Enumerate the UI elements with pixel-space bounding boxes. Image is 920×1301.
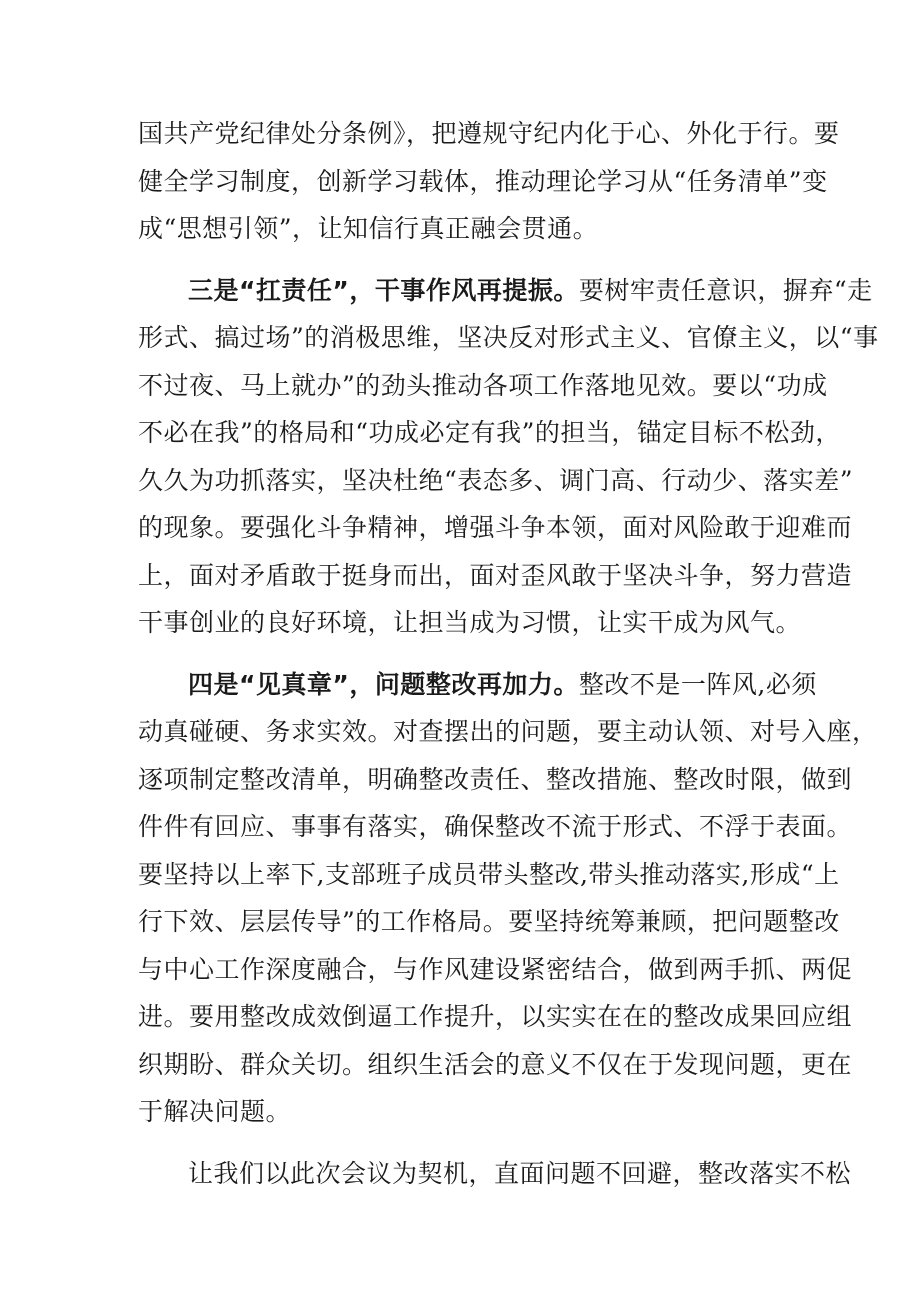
- paragraph-2-heading: 三是“扛责任”，干事作风再提振。: [188, 275, 579, 305]
- paragraph-3-line-4: 件件有回应、事事有落实，确保整改不流于形式、不浮于表面。: [138, 812, 853, 841]
- paragraph-3-line-10: 于解决问题。: [138, 1097, 292, 1126]
- paragraph-3-first-line-rest: 整改不是一阵风,必须: [578, 669, 817, 699]
- paragraph-2-line-1: [138, 267, 873, 315]
- paragraph-3-line-1: [138, 661, 817, 709]
- paragraph-3-heading: 四是“见真章”，问题整改再加力。: [188, 669, 579, 699]
- paragraph-2-first-line-rest: 要树牢责任意识，摒弃“走: [578, 275, 873, 305]
- paragraph-gap: [138, 253, 788, 267]
- paragraph-2-line-2: 形式、搞过场”的消极思维，坚决反对形式主义、官僚主义，以“事: [138, 323, 879, 352]
- paragraph-gap: [138, 647, 788, 661]
- paragraph-2-line-3: 不过夜、马上就办”的劲头推动各项工作落地见效。要以“功成: [138, 370, 828, 400]
- paragraph-2-line-5: 久久为功抓落实，坚决杜绝“表态多、调门高、行动少、落实差”: [138, 465, 854, 495]
- paragraph-3-line-8: 进。要用整改成效倒逼工作提升，以实实在在的整改成果回应组: [138, 1002, 853, 1031]
- paragraph-2-line-8: 干事创业的良好环境，让担当成为习惯，让实干成为风气。: [138, 608, 802, 637]
- paragraph-2-line-4: 不必在我”的格局和“功成必定有我”的担当，锚定目标不松劲，: [138, 418, 841, 447]
- paragraph-3-line-5: 要坚持以上率下,支部班子成员带头整改,带头推动落实,形成“上: [138, 859, 840, 889]
- paragraph-1-line-3: 成“思想引领”，让知信行真正融会贯通。: [138, 214, 599, 243]
- paragraph-1-line-2: 健全学习制度，创新学习载体，推动理论学习从“任务清单”变: [138, 166, 828, 196]
- paragraph-3-line-2: 动真碰硬、务求实效。对查摆出的问题，要主动认领、对号入座，: [138, 717, 878, 746]
- paragraph-3-line-7: 与中心工作深度融合，与作风建设紧密结合，做到两手抓、两促: [138, 954, 853, 984]
- document-body: [138, 110, 879, 1197]
- paragraph-2-line-6: 的现象。要强化斗争精神，增强斗争本领，面对风险敢于迎难而: [138, 513, 853, 542]
- paragraph-4-line-1: 让我们以此次会议为契机，直面问题不回避，整改落实不松: [188, 1158, 852, 1188]
- paragraph-3-line-9: 织期盼、群众关切。组织生活会的意义不仅在于发现问题，更在: [138, 1049, 853, 1079]
- paragraph-1-line-1: 国共产党纪律处分条例》，把遵规守纪内化于心、外化于行。要: [138, 119, 840, 148]
- paragraph-3-line-3: 逐项制定整改清单，明确整改责任、整改措施、整改时限，做到: [138, 764, 853, 794]
- paragraph-3-line-6: 行下效、层层传导”的工作格局。要坚持统筹兼顾，把问题整改: [138, 907, 840, 936]
- paragraph-gap: [138, 1136, 788, 1150]
- paragraph-2-line-7: 上，面对矛盾敢于挺身而出，面对歪风敢于坚决斗争，努力营造: [138, 560, 853, 590]
